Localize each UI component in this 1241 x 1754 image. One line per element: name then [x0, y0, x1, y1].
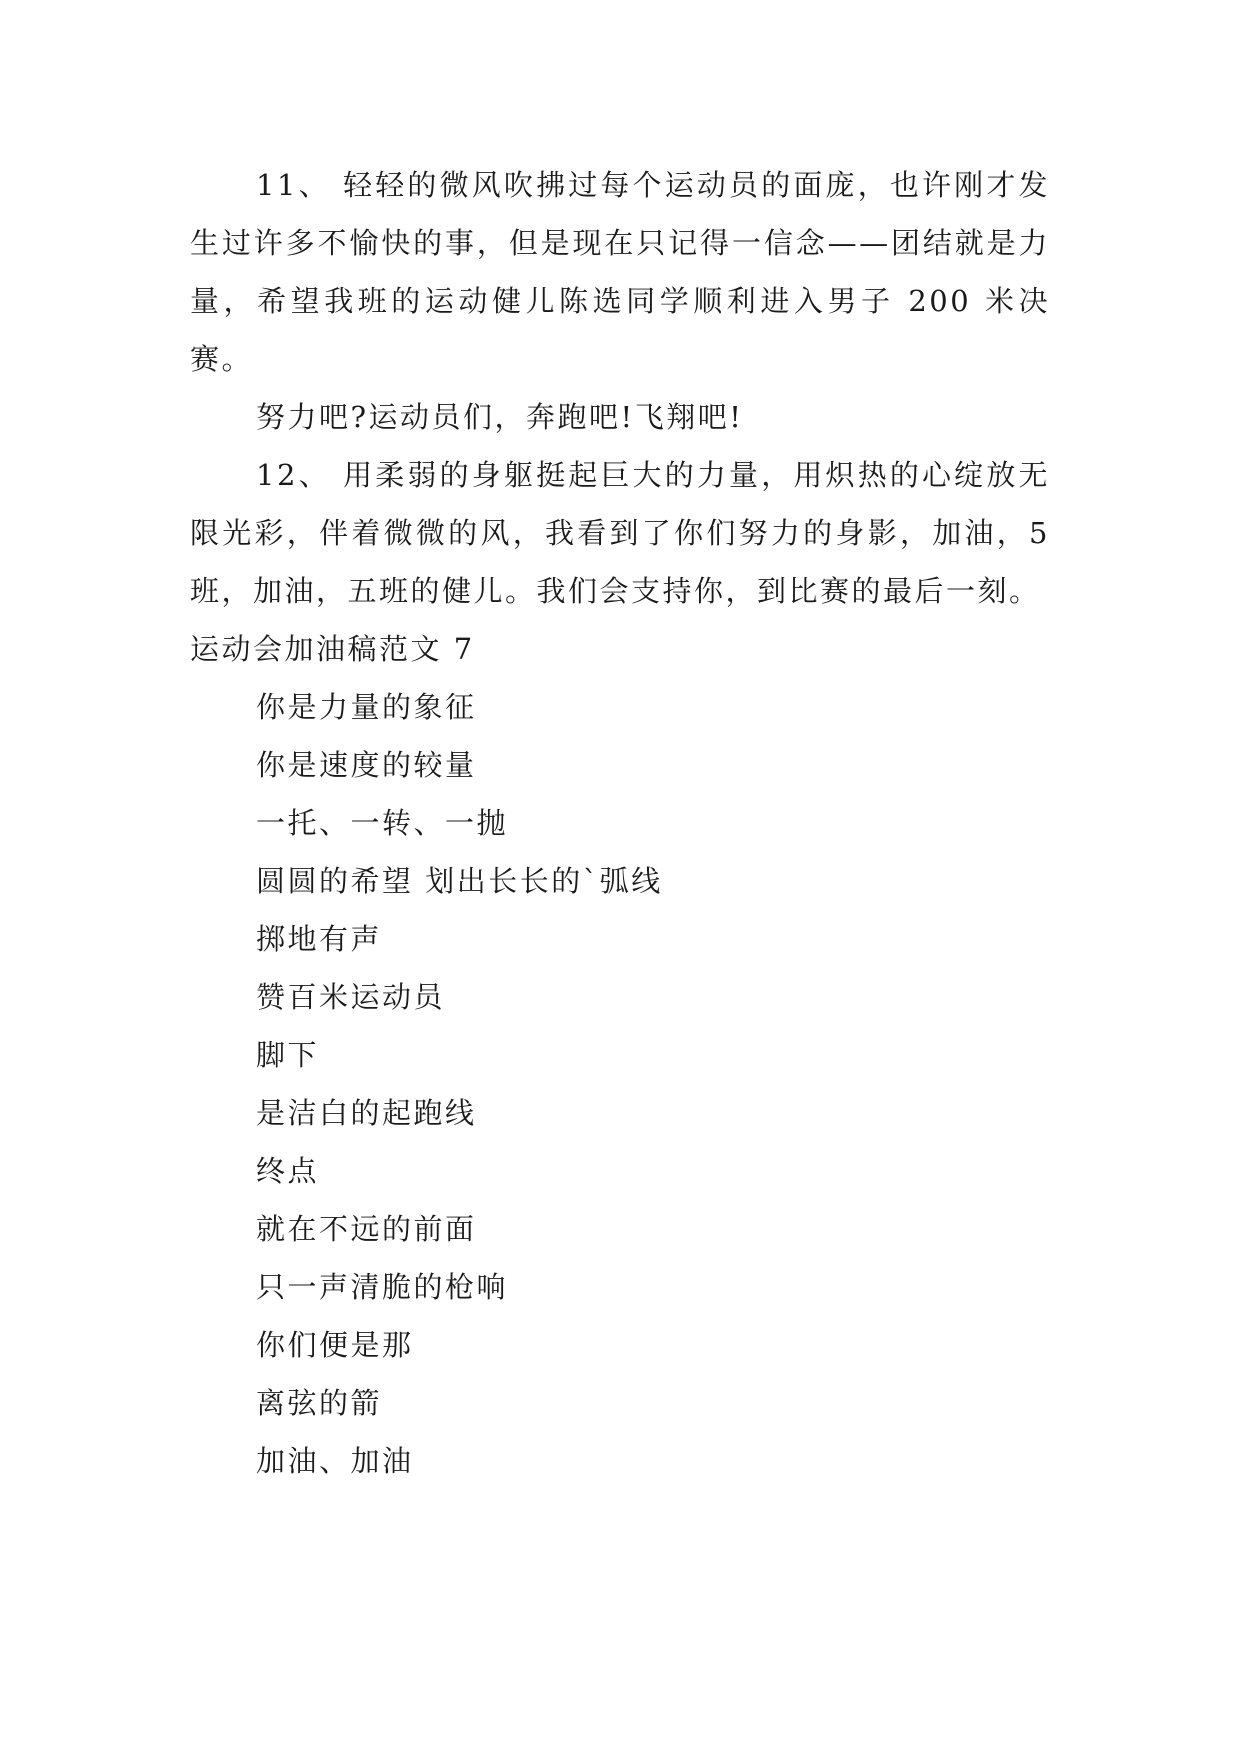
poem-line: 一托、一转、一抛 [256, 806, 509, 840]
paragraph-cheer: 努力吧?运动员们，奔跑吧!飞翔吧! [256, 400, 744, 434]
poem-line: 离弦的箭 [256, 1386, 383, 1420]
poem-line: 你是速度的较量 [256, 748, 477, 782]
section-title: 运动会加油稿范文 7 [190, 632, 475, 666]
poem-line: 你是力量的象征 [256, 690, 477, 724]
poem-line: 脚下 [256, 1038, 320, 1072]
poem-line: 掷地有声 [256, 922, 383, 956]
poem-line: 终点 [256, 1154, 320, 1188]
poem-line: 就在不远的前面 [256, 1212, 477, 1246]
paragraph-11: 11、 轻轻的微风吹拂过每个运动员的面庞，也许刚才发生过许多不愉快的事，但是现在只记得一信念——团结就是力量，希望我班的运动健儿陈选同学顺利进入男子 200 米决赛。 [190, 168, 1050, 376]
poem-line: 赞百米运动员 [256, 980, 446, 1014]
document-body [190, 156, 1050, 1490]
paragraph-12: 12、 用柔弱的身躯挺起巨大的力量，用炽热的心绽放无限光彩，伴着微微的风，我看到了你们努力的身影，加油，5 班，加油，五班的健儿。我们会支持你，到比赛的最后一刻。 [190, 458, 1050, 608]
poem-line: 加油、加油 [256, 1444, 414, 1478]
poem-line: 只一声清脆的枪响 [256, 1270, 509, 1304]
poem-line: 你们便是那 [256, 1328, 414, 1362]
poem-line: 圆圆的希望 划出长长的`弧线 [256, 864, 663, 898]
poem-line: 是洁白的起跑线 [256, 1096, 477, 1130]
poem [190, 678, 1050, 1490]
